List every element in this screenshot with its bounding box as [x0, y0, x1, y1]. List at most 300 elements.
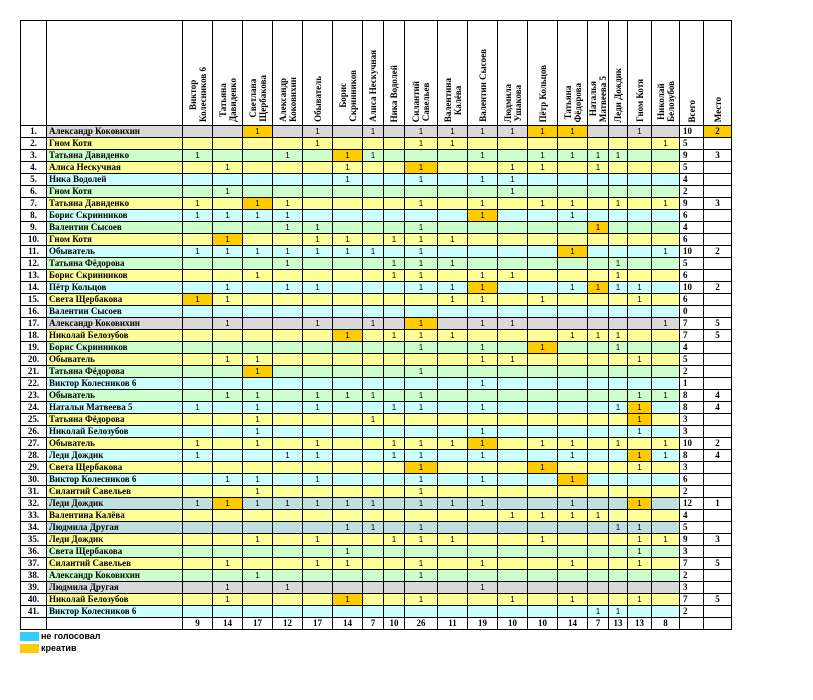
column-total: 7	[363, 618, 384, 630]
vote-cell	[183, 222, 213, 234]
vote-cell	[183, 462, 213, 474]
vote-cell	[588, 534, 609, 546]
vote-cell	[588, 426, 609, 438]
vote-cell	[438, 402, 468, 414]
vote-cell	[498, 150, 528, 162]
vote-cell	[333, 414, 363, 426]
vote-cell: 1	[558, 198, 588, 210]
column-header	[468, 21, 498, 126]
row-place	[704, 222, 732, 234]
column-header	[405, 21, 438, 126]
vote-cell	[183, 174, 213, 186]
row-place	[704, 522, 732, 534]
vote-cell	[438, 426, 468, 438]
row-place	[704, 138, 732, 150]
vote-cell	[498, 234, 528, 246]
vote-cell	[609, 558, 628, 570]
vote-cell	[558, 426, 588, 438]
participant-name: Виктор Колесников 6	[47, 378, 183, 390]
vote-cell	[609, 162, 628, 174]
vote-cell	[652, 570, 680, 582]
vote-cell: 1	[405, 138, 438, 150]
vote-cell: 1	[405, 486, 438, 498]
vote-cell	[628, 174, 652, 186]
vote-cell	[384, 606, 405, 618]
vote-cell	[405, 606, 438, 618]
vote-cell	[333, 210, 363, 222]
vote-cell	[243, 174, 273, 186]
row-place: 4	[704, 402, 732, 414]
table-row	[21, 594, 732, 606]
column-total: 14	[213, 618, 243, 630]
vote-cell	[243, 462, 273, 474]
vote-cell	[468, 366, 498, 378]
vote-cell	[558, 270, 588, 282]
vote-cell	[468, 486, 498, 498]
vote-cell	[438, 390, 468, 402]
vote-cell: 1	[333, 594, 363, 606]
vote-cell	[528, 390, 558, 402]
vote-cell	[609, 210, 628, 222]
participant-name: Татьяна Давиденко	[47, 198, 183, 210]
vote-cell: 1	[498, 270, 528, 282]
column-header	[363, 21, 384, 126]
vote-cell	[333, 582, 363, 594]
vote-cell	[273, 270, 303, 282]
column-total: 17	[243, 618, 273, 630]
row-total: 10	[680, 126, 704, 138]
vote-cell: 1	[468, 426, 498, 438]
vote-cell	[652, 306, 680, 318]
vote-cell	[652, 462, 680, 474]
row-number: 31.	[21, 486, 47, 498]
vote-cell	[405, 150, 438, 162]
row-total: 8	[680, 402, 704, 414]
vote-cell	[273, 546, 303, 558]
vote-cell: 1	[468, 498, 498, 510]
vote-cell	[273, 366, 303, 378]
row-total: 7	[680, 318, 704, 330]
vote-cell	[273, 486, 303, 498]
vote-cell	[609, 354, 628, 366]
vote-cell	[273, 378, 303, 390]
row-number: 29.	[21, 462, 47, 474]
vote-cell	[333, 126, 363, 138]
vote-cell	[273, 438, 303, 450]
vote-cell: 1	[384, 534, 405, 546]
vote-cell	[273, 606, 303, 618]
vote-cell: 1	[468, 582, 498, 594]
vote-cell	[609, 582, 628, 594]
column-header-label: Силантий Савельев	[411, 80, 431, 122]
participant-name: Виктор Колесников 6	[47, 474, 183, 486]
vote-cell	[528, 450, 558, 462]
vote-cell	[438, 366, 468, 378]
row-total: 5	[680, 354, 704, 366]
vote-cell	[183, 582, 213, 594]
vote-cell: 1	[384, 234, 405, 246]
vote-cell	[243, 318, 273, 330]
vote-cell: 1	[588, 330, 609, 342]
vote-cell: 1	[333, 246, 363, 258]
vote-cell	[628, 186, 652, 198]
participant-name: Александр Коковихин	[47, 318, 183, 330]
row-place	[704, 378, 732, 390]
vote-cell: 1	[628, 126, 652, 138]
vote-cell: 1	[183, 246, 213, 258]
vote-cell	[558, 306, 588, 318]
vote-cell: 1	[183, 210, 213, 222]
vote-cell	[588, 486, 609, 498]
vote-cell: 1	[333, 174, 363, 186]
vote-cell: 1	[213, 246, 243, 258]
table-row	[21, 318, 732, 330]
table-row	[21, 606, 732, 618]
vote-cell: 1	[405, 366, 438, 378]
vote-cell	[363, 558, 384, 570]
vote-cell	[213, 534, 243, 546]
row-place: 2	[704, 282, 732, 294]
vote-cell	[273, 354, 303, 366]
vote-cell	[558, 138, 588, 150]
vote-cell	[213, 366, 243, 378]
vote-cell: 1	[405, 594, 438, 606]
vote-cell	[558, 414, 588, 426]
table-row	[21, 270, 732, 282]
row-place	[704, 426, 732, 438]
participant-name: Обыватель	[47, 246, 183, 258]
participant-name: Людмила Другая	[47, 522, 183, 534]
vote-cell: 1	[333, 498, 363, 510]
vote-cell	[183, 366, 213, 378]
row-total: 7	[680, 558, 704, 570]
column-total: 26	[405, 618, 438, 630]
vote-cell	[273, 402, 303, 414]
vote-cell	[609, 570, 628, 582]
row-total: 3	[680, 582, 704, 594]
vote-cell	[213, 546, 243, 558]
vote-cell	[558, 486, 588, 498]
vote-cell	[528, 606, 558, 618]
vote-cell: 1	[588, 282, 609, 294]
vote-cell	[438, 486, 468, 498]
table-row	[21, 510, 732, 522]
vote-cell: 1	[652, 450, 680, 462]
vote-cell: 1	[498, 510, 528, 522]
vote-cell	[468, 570, 498, 582]
participant-name: Наталья Матвеева 5	[47, 402, 183, 414]
row-total: 4	[680, 174, 704, 186]
vote-cell	[498, 426, 528, 438]
row-number: 22.	[21, 378, 47, 390]
vote-cell	[405, 378, 438, 390]
row-total: 9	[680, 198, 704, 210]
vote-cell: 1	[528, 150, 558, 162]
vote-cell: 1	[558, 246, 588, 258]
vote-cell	[498, 282, 528, 294]
participant-name: Татьяна Фёдорова	[47, 258, 183, 270]
vote-cell: 1	[468, 150, 498, 162]
vote-cell: 1	[468, 174, 498, 186]
vote-cell: 1	[468, 474, 498, 486]
vote-cell: 1	[628, 498, 652, 510]
column-header-label: Борис Скринников	[337, 70, 358, 122]
table-row	[21, 450, 732, 462]
vote-cell	[528, 186, 558, 198]
row-number: 27.	[21, 438, 47, 450]
participant-name: Татьяна Фёдорова	[47, 366, 183, 378]
vote-cell	[438, 510, 468, 522]
vote-cell	[628, 378, 652, 390]
column-header	[333, 21, 363, 126]
vote-cell	[384, 210, 405, 222]
vote-cell	[609, 390, 628, 402]
row-place	[704, 354, 732, 366]
vote-cell	[588, 450, 609, 462]
vote-cell	[183, 606, 213, 618]
vote-cell	[243, 546, 273, 558]
participant-name: Света Щербакова	[47, 294, 183, 306]
table-row	[21, 462, 732, 474]
vote-cell	[384, 222, 405, 234]
row-number: 18.	[21, 330, 47, 342]
vote-cell	[588, 474, 609, 486]
vote-cell	[183, 414, 213, 426]
vote-cell	[588, 462, 609, 474]
vote-cell	[628, 258, 652, 270]
vote-cell: 1	[384, 258, 405, 270]
row-number: 24.	[21, 402, 47, 414]
vote-cell: 1	[243, 534, 273, 546]
row-number: 7.	[21, 198, 47, 210]
vote-cell	[652, 222, 680, 234]
vote-cell	[468, 162, 498, 174]
vote-cell	[438, 462, 468, 474]
row-place: 5	[704, 558, 732, 570]
vote-cell	[243, 378, 273, 390]
vote-cell	[528, 174, 558, 186]
vote-cell: 1	[273, 222, 303, 234]
column-total: 14	[333, 618, 363, 630]
vote-cell: 1	[405, 318, 438, 330]
vote-cell	[628, 486, 652, 498]
vote-cell	[588, 294, 609, 306]
column-total: 19	[468, 618, 498, 630]
column-header	[652, 21, 680, 126]
vote-cell	[213, 510, 243, 522]
vote-cell: 1	[243, 486, 273, 498]
vote-cell	[558, 546, 588, 558]
vote-cell: 1	[609, 270, 628, 282]
vote-cell: 1	[628, 450, 652, 462]
vote-cell: 1	[528, 294, 558, 306]
vote-cell	[468, 234, 498, 246]
participant-name: Татьяна Давиденко	[47, 150, 183, 162]
vote-cell: 1	[405, 270, 438, 282]
row-number: 17.	[21, 318, 47, 330]
vote-cell: 1	[363, 522, 384, 534]
vote-cell	[243, 138, 273, 150]
vote-cell	[609, 294, 628, 306]
row-number: 30.	[21, 474, 47, 486]
vote-cell	[438, 546, 468, 558]
column-total: 10	[498, 618, 528, 630]
vote-cell	[273, 318, 303, 330]
vote-cell	[652, 186, 680, 198]
vote-cell	[528, 402, 558, 414]
vote-cell	[652, 498, 680, 510]
vote-cell	[183, 282, 213, 294]
vote-cell	[333, 438, 363, 450]
row-number: 11.	[21, 246, 47, 258]
vote-cell	[609, 126, 628, 138]
row-total: 6	[680, 234, 704, 246]
vote-cell	[652, 426, 680, 438]
table-row	[21, 402, 732, 414]
vote-cell	[384, 486, 405, 498]
vote-cell: 1	[273, 498, 303, 510]
vote-cell	[273, 570, 303, 582]
vote-cell	[363, 270, 384, 282]
vote-cell	[588, 234, 609, 246]
vote-cell	[438, 606, 468, 618]
vote-cell	[628, 198, 652, 210]
legend-item	[20, 631, 100, 641]
vote-cell	[183, 378, 213, 390]
vote-cell	[609, 306, 628, 318]
vote-cell: 1	[243, 426, 273, 438]
row-number: 14.	[21, 282, 47, 294]
vote-cell	[363, 594, 384, 606]
vote-cell: 1	[528, 342, 558, 354]
table-row	[21, 378, 732, 390]
vote-cell	[628, 270, 652, 282]
row-total: 6	[680, 210, 704, 222]
row-number: 6.	[21, 186, 47, 198]
corner-cell	[47, 21, 183, 126]
column-header	[243, 21, 273, 126]
vote-cell	[243, 342, 273, 354]
vote-cell	[273, 162, 303, 174]
table-row	[21, 366, 732, 378]
vote-cell: 1	[213, 282, 243, 294]
row-number: 20.	[21, 354, 47, 366]
vote-cell	[384, 510, 405, 522]
vote-cell: 1	[468, 354, 498, 366]
vote-cell: 1	[609, 522, 628, 534]
row-place: 5	[704, 594, 732, 606]
vote-cell: 1	[213, 354, 243, 366]
vote-cell	[273, 414, 303, 426]
vote-cell	[652, 270, 680, 282]
vote-cell	[438, 342, 468, 354]
vote-cell	[213, 486, 243, 498]
row-total: 12	[680, 498, 704, 510]
vote-cell	[652, 594, 680, 606]
vote-cell	[273, 174, 303, 186]
vote-cell	[405, 414, 438, 426]
vote-cell	[363, 210, 384, 222]
row-place	[704, 414, 732, 426]
vote-cell	[273, 558, 303, 570]
vote-cell	[213, 306, 243, 318]
vote-cell: 1	[652, 438, 680, 450]
table-row	[21, 426, 732, 438]
vote-cell	[333, 462, 363, 474]
row-number: 41.	[21, 606, 47, 618]
vote-cell	[438, 198, 468, 210]
vote-cell	[384, 366, 405, 378]
vote-cell	[384, 138, 405, 150]
vote-cell	[558, 234, 588, 246]
row-number: 2.	[21, 138, 47, 150]
vote-cell	[183, 522, 213, 534]
row-number: 12.	[21, 258, 47, 270]
total-header-label: Всего	[686, 99, 697, 122]
row-total: 6	[680, 270, 704, 282]
vote-cell	[498, 438, 528, 450]
vote-cell	[333, 486, 363, 498]
vote-cell	[273, 138, 303, 150]
column-header	[273, 21, 303, 126]
row-place: 2	[704, 246, 732, 258]
vote-cell: 1	[438, 138, 468, 150]
vote-cell: 1	[183, 198, 213, 210]
vote-cell	[243, 510, 273, 522]
vote-cell	[609, 450, 628, 462]
participant-name: Николай Белозубов	[47, 426, 183, 438]
vote-cell: 1	[628, 402, 652, 414]
vote-cell: 1	[438, 534, 468, 546]
place-header-label: Место	[712, 96, 723, 122]
vote-cell: 1	[384, 438, 405, 450]
legend-swatch	[20, 632, 39, 641]
vote-cell	[468, 390, 498, 402]
vote-cell	[213, 342, 243, 354]
column-header-label: Светлана Щербакова	[247, 75, 268, 122]
vote-cell	[498, 462, 528, 474]
vote-cell	[498, 582, 528, 594]
column-total: 8	[652, 618, 680, 630]
vote-cell	[609, 378, 628, 390]
vote-cell	[528, 282, 558, 294]
vote-cell	[652, 486, 680, 498]
vote-cell	[468, 258, 498, 270]
vote-cell	[405, 294, 438, 306]
vote-cell	[363, 534, 384, 546]
vote-cell	[384, 354, 405, 366]
row-number: 28.	[21, 450, 47, 462]
participant-name: Света Щербакова	[47, 546, 183, 558]
table-row	[21, 234, 732, 246]
vote-cell	[628, 210, 652, 222]
table-row	[21, 306, 732, 318]
vote-cell	[528, 378, 558, 390]
vote-cell	[213, 150, 243, 162]
vote-cell	[363, 438, 384, 450]
row-number: 16.	[21, 306, 47, 318]
vote-cell	[333, 378, 363, 390]
vote-cell	[498, 306, 528, 318]
vote-cell	[303, 594, 333, 606]
vote-cell	[303, 570, 333, 582]
vote-cell	[183, 510, 213, 522]
vote-cell: 1	[303, 318, 333, 330]
vote-cell	[213, 378, 243, 390]
vote-cell	[468, 606, 498, 618]
legend-swatch	[20, 644, 39, 653]
legend-label: креатив	[41, 643, 77, 653]
